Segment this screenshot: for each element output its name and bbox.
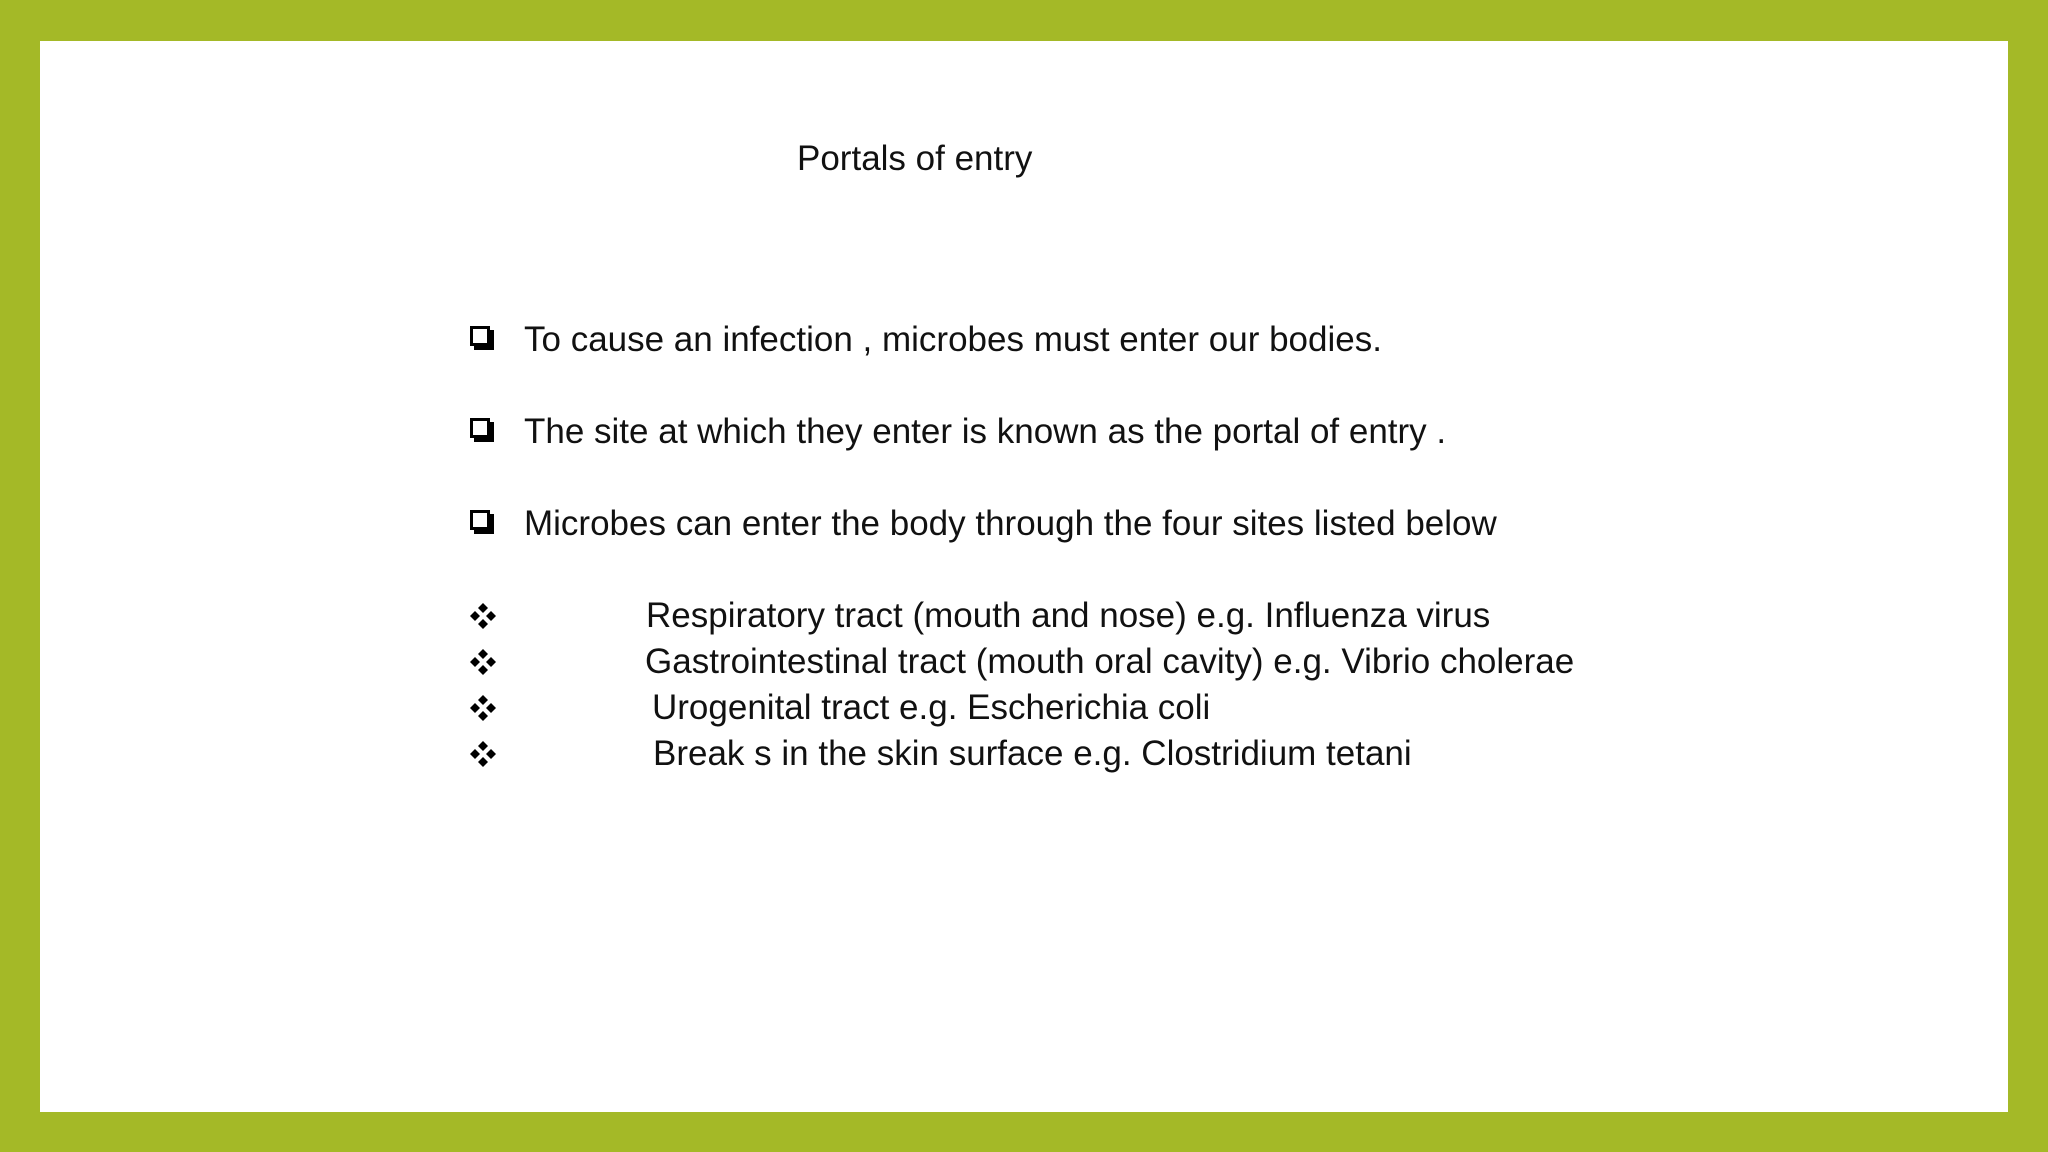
square-box-icon	[470, 326, 490, 346]
site-item-3: Urogenital tract e.g. Escherichia coli	[652, 688, 1211, 727]
square-box-icon	[470, 418, 490, 438]
site-item-2: Gastrointestinal tract (mouth oral cavity) e.g. Vibrio cholerae	[645, 642, 1575, 681]
main-point-2: The site at which they enter is known as the portal of entry .	[524, 412, 1447, 451]
four-diamond-icon	[469, 740, 497, 768]
main-point-1: To cause an infection , microbes must enter our bodies.	[524, 320, 1382, 359]
site-item-1: Respiratory tract (mouth and nose) e.g. Influenza virus	[646, 596, 1491, 635]
site-item-4: Break s in the skin surface e.g. Clostridium tetani	[653, 734, 1412, 773]
slide-title: Portals of entry	[797, 139, 1033, 178]
square-box-icon	[470, 510, 490, 530]
main-point-3: Microbes can enter the body through the four sites listed below	[524, 504, 1497, 543]
slide-canvas	[40, 41, 2008, 1112]
four-diamond-icon	[469, 648, 497, 676]
four-diamond-icon	[469, 602, 497, 630]
four-diamond-icon	[469, 694, 497, 722]
